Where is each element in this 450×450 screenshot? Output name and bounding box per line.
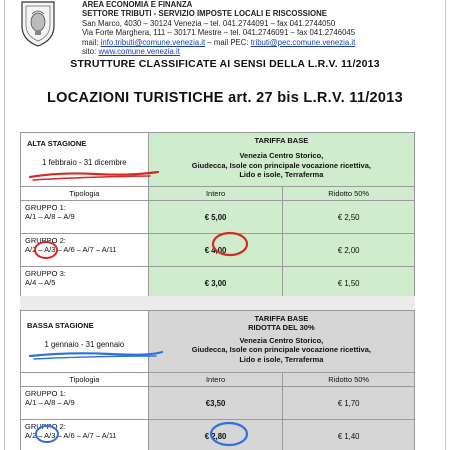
reduced-price: € 1,70 — [283, 387, 415, 420]
reduced-price: € 2,50 — [283, 201, 415, 234]
document-subtitle: LOCAZIONI TURISTICHE art. 27 bis L.R.V. 11/2013 — [46, 90, 404, 106]
pec-link[interactable]: tributi@pec.comune.venezia.it — [250, 37, 356, 47]
high-col-type: Tipologia — [21, 187, 149, 201]
venice-crest-logo — [18, 0, 58, 48]
document-title: STRUTTURE CLASSIFICATE AI SENSI DELLA L.R.V. 11/2013 — [70, 58, 380, 70]
table-row — [21, 201, 415, 234]
group-types: A/4 – A/5 — [25, 278, 56, 288]
org-department: AREA ECONOMIA E FINANZA — [82, 0, 193, 9]
table-row — [21, 420, 415, 450]
high-col-full: Intero — [148, 187, 283, 201]
org-address-mestre: Via Forte Marghera, 111 – 30171 Mestre – tel. 041.2746091 – fax 041.2746045 — [82, 28, 356, 38]
group-name: GRUPPO 1: — [25, 389, 66, 398]
low-tariff-area-2: Giudecca, Isole con principale vocazione ricettiva, — [191, 345, 371, 355]
low-season-tariff-cell — [148, 311, 414, 373]
high-col-reduced: Ridotto 50% — [283, 187, 415, 201]
high-season-cell — [21, 133, 149, 187]
org-site — [82, 47, 355, 56]
full-price: € 4,00 — [148, 234, 283, 267]
group-cell — [21, 387, 149, 420]
table-separator — [20, 296, 415, 310]
group-name: GRUPPO 2: — [25, 236, 66, 245]
group-name: GRUPPO 2: — [25, 422, 66, 431]
reduced-price: € 1,50 — [283, 267, 415, 300]
low-col-type: Tipologia — [21, 373, 149, 387]
table-row — [21, 387, 415, 420]
low-col-full: Intero — [148, 373, 283, 387]
high-tariff-area-1: Venezia Centro Storico, — [239, 151, 324, 161]
group-cell — [21, 420, 149, 450]
org-sector: SETTORE TRIBUTI - SERVIZIO IMPOSTE LOCALI E RISCOSSIONE — [82, 9, 327, 19]
low-season-cell — [21, 311, 149, 373]
group-cell — [21, 267, 149, 300]
high-season-range: 1 febbraio - 31 dicembre — [42, 158, 127, 167]
group-cell — [21, 201, 149, 234]
full-price: € 5,00 — [148, 201, 283, 234]
group-types: A/1 – A/8 – A/9 — [25, 212, 75, 222]
org-emails — [82, 38, 355, 47]
low-col-reduced: Ridotto 50% — [283, 373, 415, 387]
high-tariff-title: TARIFFA BASE — [254, 136, 309, 145]
low-season-range: 1 gennaio - 31 gennaio — [44, 340, 125, 349]
high-tariff-area-2: Giudecca, Isole con principale vocazione ricettiva, — [191, 160, 371, 170]
low-season-table — [20, 310, 415, 450]
group-name: GRUPPO 1: — [25, 203, 66, 212]
low-tariff-area-3: Lido e isole, Terraferma — [239, 354, 324, 364]
full-price: €3,50 — [148, 387, 283, 420]
low-tariff-title: TARIFFA BASE — [254, 314, 309, 323]
pec-prefix: – mail PEC: — [205, 37, 251, 47]
low-season-name: BASSA STAGIONE — [27, 321, 94, 330]
mail-prefix: mail: — [82, 37, 101, 47]
reduced-price: € 1,40 — [283, 420, 415, 450]
full-price: € 2,80 — [148, 420, 283, 450]
table-row — [21, 267, 415, 300]
organization-header — [82, 0, 355, 56]
group-cell — [21, 234, 149, 267]
high-season-name: ALTA STAGIONE — [27, 139, 87, 148]
org-address-venezia: San Marco, 4030 – 30124 Venezia – tel. 041.2744091 – fax 041.2744050 — [82, 18, 336, 28]
table-row — [21, 234, 415, 267]
full-price: € 3,00 — [148, 267, 283, 300]
mail-link[interactable]: info.tributi@comune.venezia.it — [100, 37, 206, 47]
group-name: GRUPPO 3: — [25, 269, 66, 278]
low-tariff-subtitle: RIDOTTA DEL 30% — [248, 323, 315, 333]
high-tariff-area-3: Lido e isole, Terraferma — [239, 170, 324, 180]
site-link[interactable]: www.comune.venezia.it — [98, 47, 180, 57]
high-season-table — [20, 132, 415, 300]
low-tariff-area-1: Venezia Centro Storico, — [239, 335, 324, 345]
group-types: A/2 – A/3 – A/6 – A/7 – A/11 — [25, 245, 117, 255]
group-types: A/1 – A/8 – A/9 — [25, 398, 75, 408]
group-types: A/2 – A/3 – A/6 – A/7 – A/11 — [25, 431, 117, 441]
reduced-price: € 2,00 — [283, 234, 415, 267]
high-season-tariff-cell — [148, 133, 414, 187]
site-prefix: sito: — [82, 47, 99, 57]
